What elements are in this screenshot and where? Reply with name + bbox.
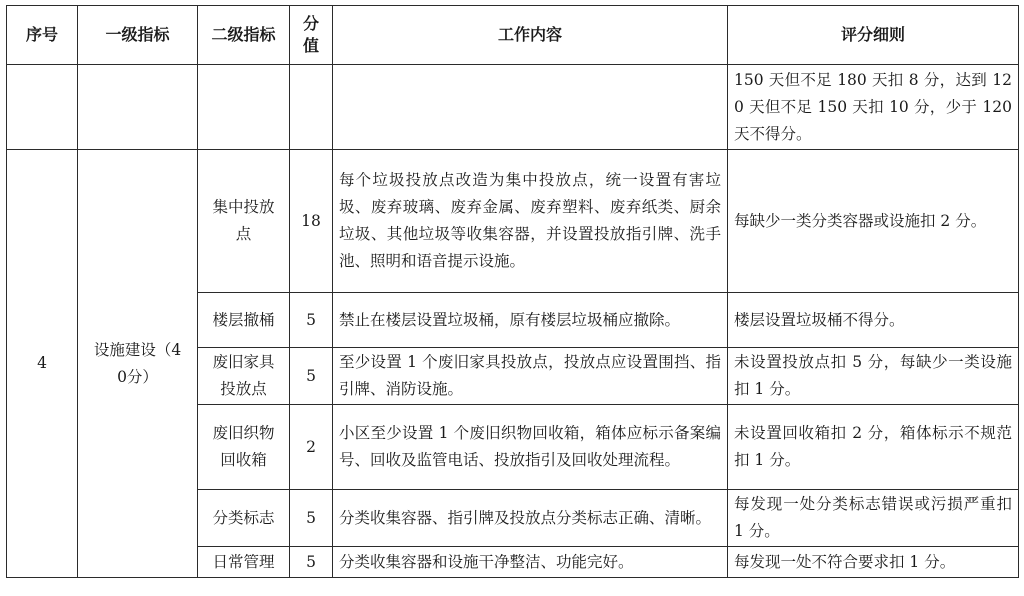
- cell-level1: [78, 150, 198, 578]
- cell-empty: [198, 65, 290, 150]
- cell-content: 至少设置 1 个废旧家具投放点，投放点应设置围挡、指引牌、消防设施。: [333, 348, 728, 405]
- cell-rules: 每发现一处不符合要求扣 1 分。: [728, 547, 1019, 578]
- header-level1: 一级指标: [78, 6, 198, 65]
- cell-score: 5: [290, 293, 333, 348]
- cell-empty: [333, 65, 728, 150]
- cell-level2: [198, 405, 290, 490]
- cell-score: 5: [290, 547, 333, 578]
- cell-content: 禁止在楼层设置垃圾桶，原有楼层垃圾桶应撤除。: [333, 293, 728, 348]
- cell-score: 5: [290, 490, 333, 547]
- cell-level2: [198, 150, 290, 293]
- cell-level2: [198, 348, 290, 405]
- cell-empty: [290, 65, 333, 150]
- cell-rules: 150 天但不足 180 天扣 8 分，达到 120 天但不足 150 天扣 10 分，少于 120 天不得分。: [728, 65, 1019, 150]
- table-row: [7, 150, 1019, 293]
- cell-level2-text: 废旧织物回收箱: [212, 424, 275, 469]
- cell-empty: [78, 65, 198, 150]
- cell-level2: 楼层撤桶: [198, 293, 290, 348]
- header-rules: 评分细则: [728, 6, 1019, 65]
- cell-rules: 每发现一处分类标志错误或污损严重扣 1 分。: [728, 490, 1019, 547]
- cell-rules: 楼层设置垃圾桶不得分。: [728, 293, 1019, 348]
- cell-content: 每个垃圾投放点改造为集中投放点，统一设置有害垃圾、废弃玻璃、废弃金属、废弃塑料、废弃纸类、厨余垃圾、其他垃圾等收集容器，并设置投放指引牌、洗手池、照明和语音提示设施。: [333, 150, 728, 293]
- cell-content: 分类收集容器、指引牌及投放点分类标志正确、清晰。: [333, 490, 728, 547]
- table-row-continuation: [7, 65, 1019, 150]
- cell-score: 18: [290, 150, 333, 293]
- header-content: 工作内容: [333, 6, 728, 65]
- cell-content: 小区至少设置 1 个废旧织物回收箱，箱体应标示备案编号、回收及监管电话、投放指引及回收处理流程。: [333, 405, 728, 490]
- cell-level2: 日常管理: [198, 547, 290, 578]
- cell-rules: 每缺少一类分类容器或设施扣 2 分。: [728, 150, 1019, 293]
- header-score: [290, 6, 333, 65]
- cell-score: 5: [290, 348, 333, 405]
- cell-content: 分类收集容器和设施干净整洁、功能完好。: [333, 547, 728, 578]
- cell-level2-text: 集中投放点: [212, 198, 275, 243]
- cell-empty: [7, 65, 78, 150]
- cell-rules: 未设置回收箱扣 2 分，箱体标示不规范扣 1 分。: [728, 405, 1019, 490]
- cell-seq: 4: [7, 150, 78, 578]
- cell-rules: 未设置投放点扣 5 分，每缺少一类设施扣 1 分。: [728, 348, 1019, 405]
- scoring-table: [6, 5, 1019, 578]
- cell-level1-text: 设施建设（40分）: [93, 340, 182, 386]
- header-row: [7, 6, 1019, 65]
- header-score-text: 分值: [302, 13, 319, 55]
- header-seq: 序号: [7, 6, 78, 65]
- cell-level2: 分类标志: [198, 490, 290, 547]
- cell-level2-text: 废旧家具投放点: [212, 353, 275, 398]
- header-level2: 二级指标: [198, 6, 290, 65]
- cell-score: 2: [290, 405, 333, 490]
